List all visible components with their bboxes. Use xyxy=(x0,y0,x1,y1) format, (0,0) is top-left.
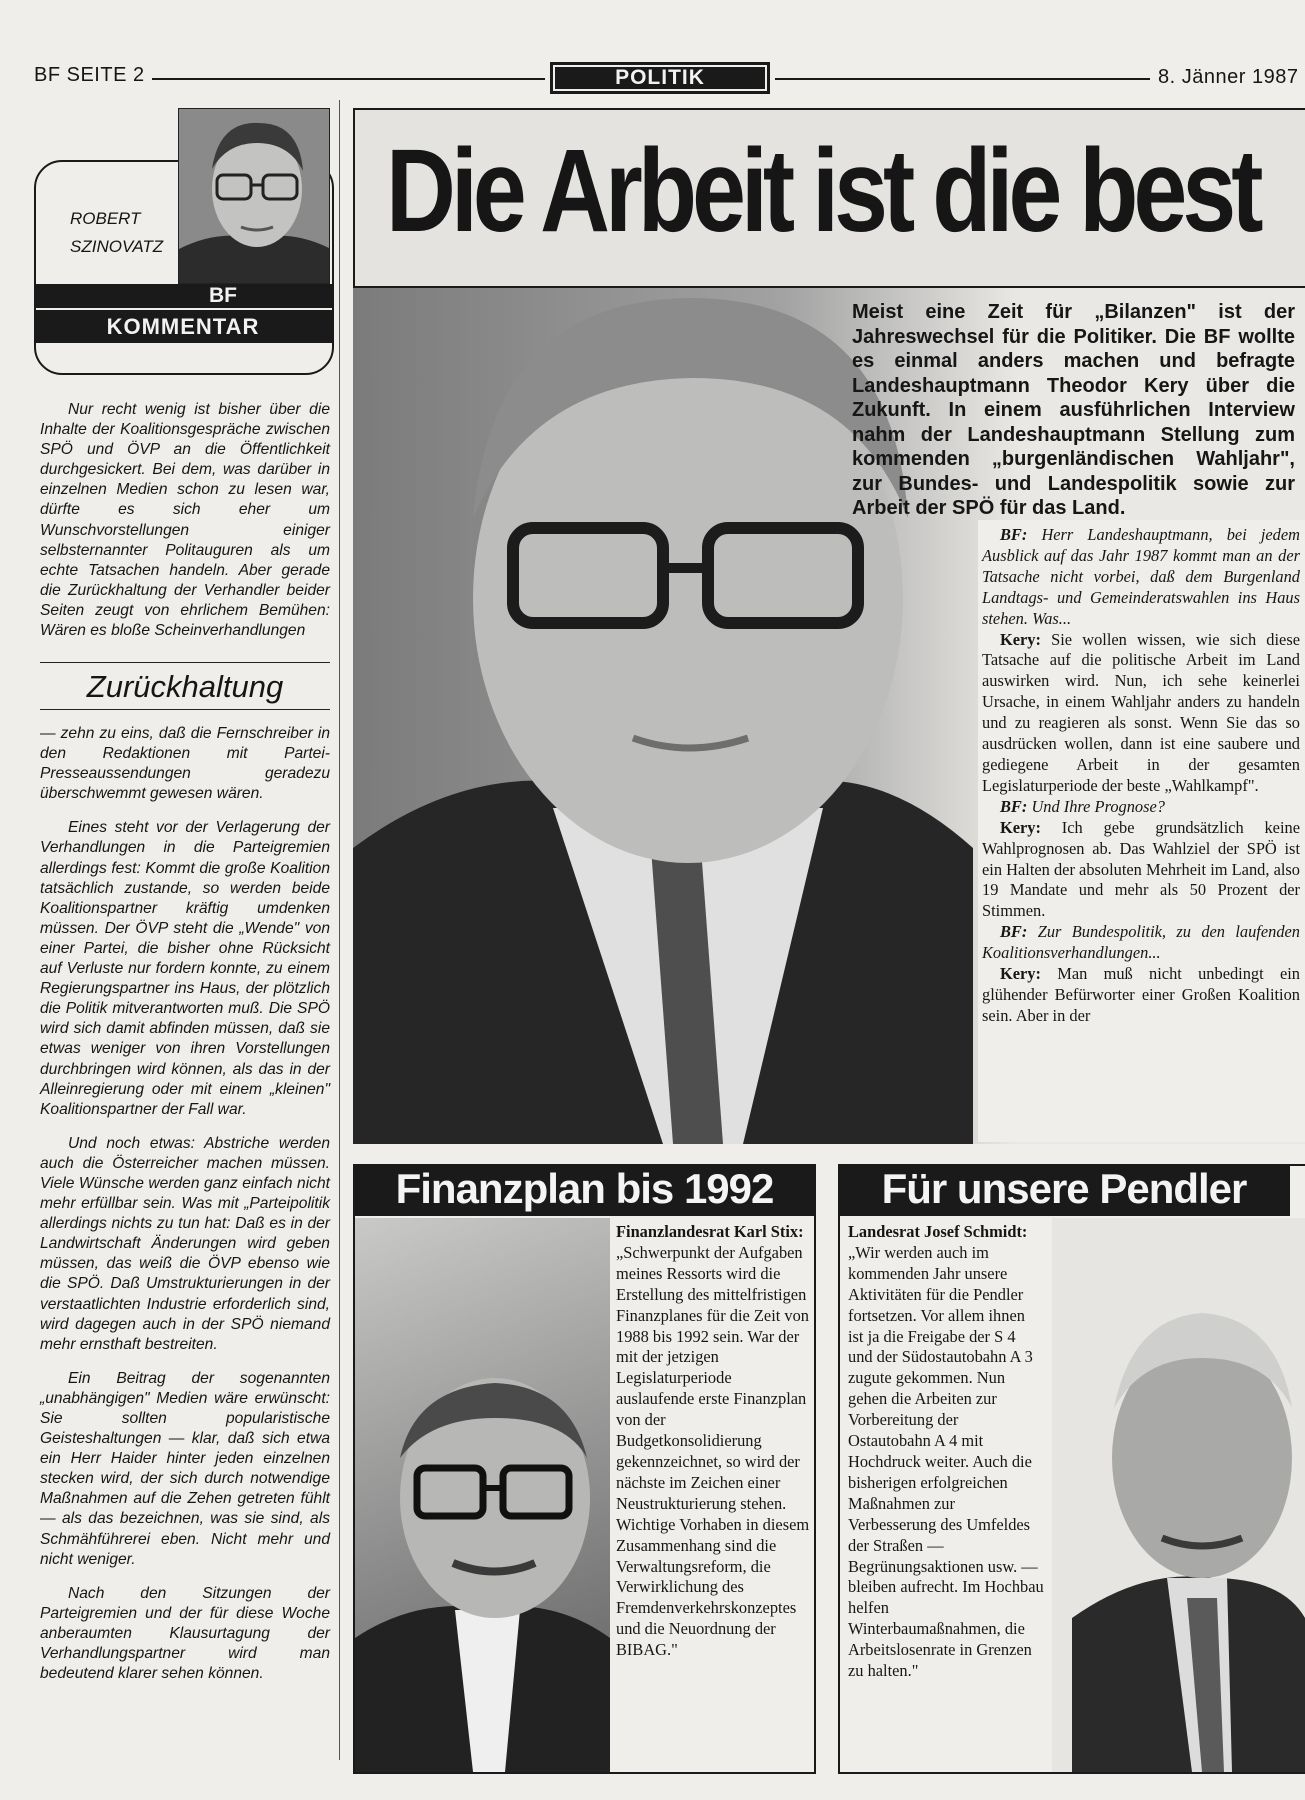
commuter-body: „Wir werden auch im kommenden Jahr unsere Aktivitäten für die Pendler fortsetzen. Vor allem ihnen ist ja die Freigabe der S 4 und der Südostautobahn A 3 zugute gekommen. Nun gehen die Arbeiten zur Vorbereitung der Ostautobahn A 4 mit Hochdruck weiter. Auch die bisherigen erfolgreichen Maßnahmen zur Verbesserung des Umfeldes der Straßen — Begrünungsaktionen usw. — bleiben aufrecht. Im Hochbau helfen Winterbaumaßnahmen, die Arbeitslosenrate in Grenzen zu halten." xyxy=(848,1242,1044,1681)
lead-paragraph: Meist eine Zeit für „Bilanzen" ist der Jahreswechsel für die Politiker. Die BF wollte es einmal anders machen und befragte Landeshauptmann Theodor Kery über die Zukunft. In einem ausführlichen Interview nahm der Landeshauptmann Stellung zum kommenden „burgenländischen Wahljahr", zur Bundes- und Landespolitik sowie zur Arbeit der SPÖ für das Land. xyxy=(852,301,1295,519)
column-divider xyxy=(339,100,340,1760)
commuter-headline: Für unsere Pendler xyxy=(838,1164,1290,1216)
page-number: BF SEITE 2 xyxy=(34,64,145,86)
stix-photo xyxy=(355,1218,610,1772)
interview-text xyxy=(982,525,1300,1027)
speaker-label: BF: xyxy=(1000,922,1028,942)
question-text: Herr Landeshauptmann, bei jedem Ausblick auf das Jahr 1987 kommt man an der Tatsache nicht vorbei, daß dem Burgenland Landtags- und Gemeinderatswahlen ins Haus stehen. Was... xyxy=(982,525,1300,628)
bf-label: BF xyxy=(34,284,332,308)
commentary-text-top xyxy=(40,400,330,655)
interview-answer xyxy=(982,964,1300,1027)
finance-headline: Finanzplan bis 1992 xyxy=(353,1164,816,1216)
answer-text: Ich gebe grundsätzlich keine Wahlprognosen ab. Das Wahlziel der SPÖ ist ein Halten der absoluten Mehrheit im Land, also 19 Mandate und mehr als 50 Prozent der Stimmen. xyxy=(982,817,1300,921)
finance-text xyxy=(616,1222,810,1661)
finance-body: „Schwerpunkt der Aufgaben meines Ressorts wird die Erstellung des mittelfristigen Finanzplanes für die Zeit von 1988 bis 1992 sein. War der mit der jetzigen Legislaturperiode auslaufende erste Finanzplan von der Budgetkonsolidierung gekennzeichnet, so wird der nächste im Zeichen einer Neustrukturierung stehen. Wichtige Vorhaben in diesem Zusammenhang sind die Verwaltungsreform, die Verwirklichung des Fremdenverkehrskonzeptes und die Neuordnung der BIBAG." xyxy=(616,1242,810,1660)
speaker-label: BF: xyxy=(1000,525,1028,544)
interview-question xyxy=(982,525,1300,630)
speaker-label: Kery: xyxy=(1000,629,1041,649)
commentary-paragraph: Nur recht wenig ist bisher über die Inhalte der Koalitionsgespräche zwischen SPÖ und ÖVP an die Öffentlichkeit durchgesickert. Bei dem, was darüber in einzelnen Medien schon zu lesen war, dürfte es sich eher um Wunschvorstellungen einiger selbsternannter Politauguren als um echte Tatsachen handeln. Aber gerade die Zurückhaltung der Verhandler beider Seiten zeugt von ehrlichem Bemühen: Wären es bloße Scheinverhandlungen xyxy=(40,401,330,640)
commuter-byline: Landesrat Josef Schmidt: xyxy=(848,1222,1028,1241)
issue-date: 8. Jänner 1987 xyxy=(1158,66,1299,88)
answer-text: Man muß nicht unbedingt ein glühender Befürworter einer Großen Koalition sein. Aber in der xyxy=(982,964,1300,1025)
question-text: Und Ihre Prognose? xyxy=(1031,796,1165,816)
finance-byline: Finanzlandesrat Karl Stix: xyxy=(616,1222,804,1241)
main-headline: Die Arbeit ist die best xyxy=(386,125,1259,257)
commentary-paragraph: Ein Beitrag der sogenannten „unabhängigen" Medien wäre erwünscht: Sie sollten popularistische Geisteshaltungen — klar, daß sich etwa ein Herr Haider hinter jeden einzelnen stecken wird, der sich durch notwendige Maßnahmen auf die Zehen getreten fühlt — als das bezeichnen, was sie sind, als Schmähführerei eben. Nicht mehr und nicht weniger. xyxy=(40,1369,330,1568)
commentary-paragraph: — zehn zu eins, daß die Fernschreiber in den Redaktionen mit Partei-Presseaussendungen geradezu überschwemmt gewesen wären. xyxy=(40,725,330,803)
author-first-name: ROBERT xyxy=(70,209,141,228)
commentary-paragraph: Nach den Sitzungen der Parteigremien und der für diese Woche anberaumten Klausurtagung der Verhandlungspartner wird man bedeutend klarer sehen können. xyxy=(40,1584,330,1683)
commentary-paragraph: Und noch etwas: Abstriche werden auch die Österreicher machen müssen. Viele Wünsche werden ganz einfach nicht mehr erfüllbar sein. Was mit „Parteipolitik allerdings nichts zu tun hat: Daß es in der Landwirtschaft Änderungen wird geben müssen, das weiß die ÖVP ebenso wie die SPÖ. Daß Umstrukturierungen in der verstaatlichten Industrie erforderlich sind, wird dagegen auch in der SPÖ niemand mehr ernsthaft bestreiten. xyxy=(40,1134,330,1353)
speaker-label: Kery: xyxy=(1000,964,1041,984)
speaker-label: Kery: xyxy=(1000,817,1041,837)
header-rule-right xyxy=(775,78,1150,80)
interview-answer xyxy=(982,630,1300,797)
author-last-name: SZINOVATZ xyxy=(70,237,164,256)
commentary-text-bottom xyxy=(40,724,330,1698)
section-label: POLITIK xyxy=(550,62,770,94)
interview-answer xyxy=(982,818,1300,923)
answer-text: Sie wollen wissen, wie sich diese Tatsache auf die politische Arbeit im Land auswirken wird. Nun, ich sehe keinerlei Ursache, in einem Wahljahr anders zu handeln und zu reagieren als sonst. Wenn Sie das so ausdrücken wollen, dann ist eine saubere und gediegene Arbeit in der gesamten Legislaturperiode der beste „Wahlkampf". xyxy=(982,629,1300,795)
commentary-paragraph: Eines steht vor der Verlagerung der Verhandlungen in die Parteigremien allerdings fest: Kommt die große Koalition tatsächlich zustande, so werden beide Koalitionspartner kräftig umdenken müssen. Der ÖVP steht die „Wende" von einer Partei, die bisher ohne Rücksicht auf Verluste nur fordern konnte, zu einem Regierungspartner ins Haus, der plötzlich die Politik mitverantworten muß. Die SPÖ wird sich damit abfinden müssen, daß sie etwas weniger von ihren Vorstellungen durchbringen wird können, als das in der Alleinregierung oder mit einem „kleinen" Koalitionspartner der Fall war. xyxy=(40,819,330,1118)
interview-question xyxy=(982,797,1300,818)
schmidt-photo xyxy=(1052,1218,1305,1772)
author-portrait xyxy=(178,108,330,284)
kommentar-label: KOMMENTAR xyxy=(34,310,332,343)
commentary-subheading: Zurückhaltung xyxy=(40,662,330,710)
speaker-label: BF: xyxy=(1000,796,1028,816)
commuter-text xyxy=(848,1222,1044,1682)
question-text: Zur Bundespolitik, zu den laufenden Koalitionsverhandlungen... xyxy=(982,922,1300,963)
interview-question xyxy=(982,922,1300,964)
header-rule-left xyxy=(152,78,545,80)
commentary-author xyxy=(70,205,163,261)
